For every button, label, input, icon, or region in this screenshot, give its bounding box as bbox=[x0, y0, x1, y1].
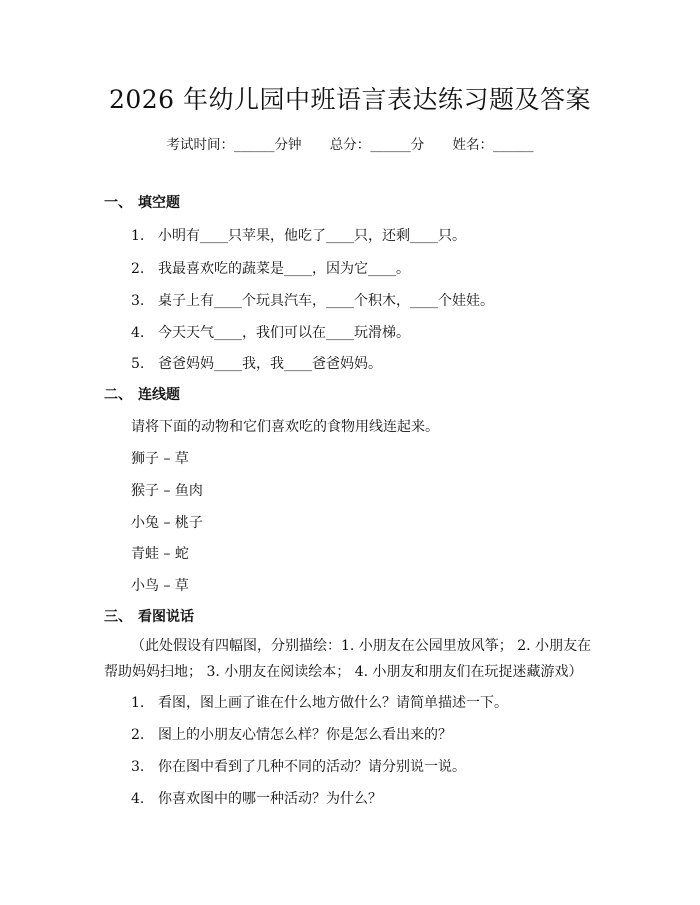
list-item: 3. 桌子上有____个玩具汽车，____个积木，____个娃娃。 bbox=[131, 293, 494, 309]
list-item: 5. 爸爸妈妈____我，我____爸爸妈妈。 bbox=[131, 356, 382, 372]
list-item: 4. 今天天气____，我们可以在____玩滑梯。 bbox=[131, 325, 410, 341]
match-pair: 猴子 – 鱼肉 bbox=[131, 483, 203, 499]
exam-time: 考试时间：______分钟 bbox=[166, 137, 302, 153]
picture-note: （此处假设有四幅图，分别描绘：1. 小朋友在公园里放风筝； 2. 小朋友在帮助妈妈扫地； 3. 小朋友在阅读绘本； 4. 小朋友和朋友们在玩捉迷藏游戏） bbox=[104, 638, 592, 680]
exam-meta bbox=[0, 133, 700, 153]
list-item: 1. 看图，图上画了谁在什么地方做什么？请简单描述一下。 bbox=[131, 695, 508, 711]
match-pair: 小鸟 – 草 bbox=[131, 578, 189, 594]
list-item: 4. 你喜欢图中的哪一种活动？为什么？ bbox=[131, 791, 382, 807]
list-item: 3. 你在图中看到了几种不同的活动？请分别说一说。 bbox=[131, 759, 466, 775]
match-pair: 小兔 – 桃子 bbox=[131, 515, 203, 531]
match-pair: 青蛙 – 蛇 bbox=[131, 546, 189, 562]
section-heading-matching: 二、 连线题 bbox=[104, 387, 180, 403]
page-title: 2026 年幼儿园中班语言表达练习题及答案 bbox=[108, 85, 592, 114]
list-item: 2. 我最喜欢吃的蔬菜是____，因为它____。 bbox=[131, 261, 410, 277]
list-item: 1. 小明有____只苹果，他吃了____只，还剩____只。 bbox=[131, 228, 466, 244]
total-score: 总分：______分 bbox=[329, 137, 425, 153]
student-name: 姓名：______ bbox=[452, 137, 534, 153]
section-heading-fill-blank: 一、 填空题 bbox=[104, 195, 180, 211]
match-pair: 狮子 – 草 bbox=[131, 451, 189, 467]
section-instruction: 请将下面的动物和它们喜欢吃的食物用线连起来。 bbox=[131, 419, 439, 435]
list-item: 2. 图上的小朋友心情怎么样？你是怎么看出来的？ bbox=[131, 727, 452, 743]
section-heading-picture-talk: 三、 看图说话 bbox=[104, 609, 194, 625]
